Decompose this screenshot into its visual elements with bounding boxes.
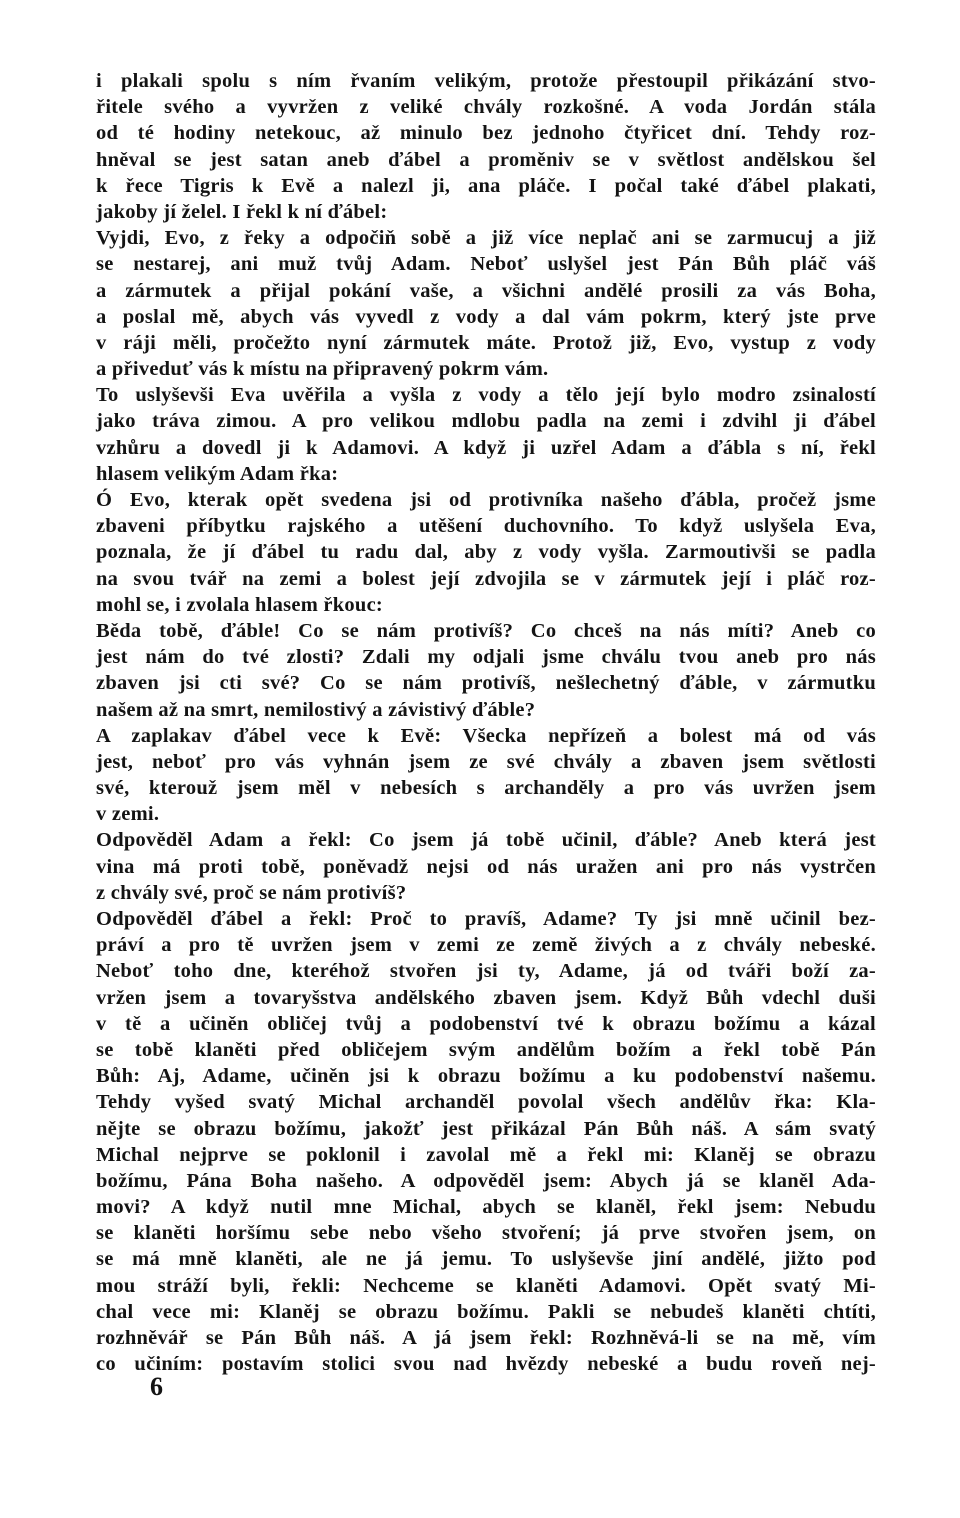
- text-line: v ráji měli, pročežto nyní zármutek máte. Protož již, Evo, vystup z vody: [96, 331, 876, 354]
- text-line: se klaněti horšímu sebe nebo všeho stvoření; já prve stvořen jsem, on: [96, 1222, 876, 1245]
- text-line: A zaplakav ďábel vece k Evě: Všecka nepřízeň a bolest má od vás: [96, 724, 876, 747]
- text-line: k řece Tigris k Evě a nalezl ji, ana pláče. I počal také ďábel plakati,: [96, 174, 876, 197]
- text-line: Běda tobě, ďáble! Co se nám protivíš? Co chceš na nás míti? Aneb co: [96, 619, 876, 642]
- text-line: z chvály své, proč se nám protivíš?: [96, 881, 407, 904]
- text-line: našem až na smrt, nemilostivý a závistivý ďáble?: [96, 698, 536, 721]
- text-line: od té hodiny netekouc, až minulo bez jednoho čtyřicet dní. Tehdy roz-: [96, 122, 876, 145]
- text-line: co učiním: postavím stolici svou nad hvězdy nebeské a budu roveň nej-: [96, 1353, 876, 1376]
- text-line: To uslyševši Eva uvěřila a vyšla z vody a tělo její bylo modro zsinalostí: [96, 384, 876, 407]
- text-line: Ó Evo, kterak opět svedena jsi od protivníka našeho ďábla, pročež jsme: [96, 489, 876, 511]
- text-line: i plakali spolu s ním řvaním velikým, protože přestoupil přikázání stvo-: [96, 70, 876, 92]
- text-line: vržen jsem a tovaryšstva andělského zbaven jsem. Když Bůh vdechl duši: [96, 986, 876, 1009]
- text-line: řitele svého a vyvržen z veliké chvály rozkošné. A voda Jordán stála: [96, 96, 876, 119]
- page-number: 6: [150, 1372, 163, 1401]
- text-line: mohl se, i zvolala hlasem řkouc:: [96, 593, 384, 616]
- text-line: Tehdy vyšed svatý Michal archanděl povolal všech andělův řka: Kla-: [96, 1091, 876, 1114]
- text-line: hněval se jest satan aneb ďábel a proměniv se v světlost andělskou šel: [96, 148, 876, 171]
- text-line: své, kterouž jsem měl v nebesích s archanděly a pro vás uvržen jsem: [96, 777, 876, 800]
- page-body-text: [96, 68, 876, 1377]
- text-line: a zármutek a přijal pokání vaše, a všichni andělé prosili za vás Boha,: [96, 279, 876, 302]
- text-line: se má mně klaněti, ale ne já jemu. To uslyševše jiní andělé, jižto pod: [96, 1248, 876, 1271]
- text-line: Neboť toho dne, kteréhož stvořen jsi ty, Adame, já od tváři boží za-: [96, 960, 876, 983]
- text-line: v zemi.: [96, 803, 160, 826]
- text-line: poznala, že jí ďábel tu radu dal, aby z vody vyšla. Zarmoutivši se padla: [96, 541, 876, 564]
- text-line: zbaveni příbytku rajského a utěšení duchovního. To když uslyšela Eva,: [96, 515, 876, 538]
- text-line: Bůh: Aj, Adame, učiněn jsi k obrazu božímu a ku podobenství našemu.: [96, 1065, 876, 1088]
- text-line: jakoby jí želel. I řekl k ní ďábel:: [96, 200, 388, 223]
- text-line: vina má proti tobě, poněvadž nejsi od nás uražen ani pro nás vystrčen: [96, 855, 876, 878]
- text-line: práví a pro tě uvržen jsem v zemi ze země živých a z chvály nebeské.: [96, 934, 876, 957]
- text-line: hlasem velikým Adam řka:: [96, 462, 339, 485]
- text-line: mou stráží byli, řekli: Nechceme se klaněti Adamovi. Opět svatý Mi-: [96, 1274, 876, 1297]
- text-line: v tě a učiněn obličej tvůj a podobenství tvé k obrazu božímu a kázal: [96, 1012, 876, 1035]
- text-line: a poslal mě, abych vás vyvedl z vody a dal vám pokrm, který jste prve: [96, 305, 876, 328]
- text-line: božímu, Pána Boha našeho. A odpověděl jsem: Abych já se klaněl Ada-: [96, 1169, 876, 1192]
- text-line: na svou tvář na zemi a bolest její zdvojila se v zármutek její i pláč roz-: [96, 567, 876, 590]
- text-line: rozhněvář se Pán Bůh náš. A já jsem řekl: Rozhněvá-li se na mě, vím: [96, 1327, 876, 1349]
- text-line: a přiveduť vás k místu na připravený pokrm vám.: [96, 358, 549, 381]
- text-line: se tobě klaněti před obličejem svým andělům božím a řekl tobě Pán: [96, 1038, 876, 1061]
- text-line: zbaven jsi cti své? Co se nám protivíš, nešlechetný ďáble, v zármutku: [96, 672, 876, 695]
- text-line: Vyjdi, Evo, z řeky a odpočiň sobě a již více neplač ani se zarmucuj a již: [96, 227, 876, 250]
- text-line: movi? A když nutil mne Michal, abych se klaněl, řekl jsem: Nebudu: [96, 1196, 876, 1219]
- text-line: Odpověděl ďábel a řekl: Proč to pravíš, Adame? Ty jsi mně učinil bez-: [96, 908, 876, 930]
- text-line: nějte se obrazu božímu, jakožť jest přikázal Pán Bůh náš. A sám svatý: [96, 1117, 876, 1140]
- text-line: se nestarej, ani muž tvůj Adam. Neboť uslyšel jest Pán Bůh pláč váš: [96, 253, 876, 276]
- text-line: jest, neboť pro vás vyhnán jsem ze své chvály a zbaven jsem světlosti: [96, 750, 876, 773]
- text-line: Odpověděl Adam a řekl: Co jsem já tobě učinil, ďáble? Aneb která jest: [96, 829, 876, 852]
- text-line: vzhůru a dovedl ji k Adamovi. A když ji uzřel Adam a ďábla s ní, řekl: [96, 436, 876, 459]
- text-line: chal vece mi: Klaněj se obrazu božímu. Pakli se nebudeš klaněti chtíti,: [96, 1300, 876, 1323]
- text-line: jako tráva zimou. A pro velikou mdlobu padla na zemi i zdvihl ji ďábel: [96, 410, 876, 433]
- text-line: jest nám do tvé zlosti? Zdali my odjali jsme chválu tvou aneb pro nás: [96, 646, 876, 669]
- text-line: Michal nejprve se poklonil i zavolal mě a řekl mi: Klaněj se obrazu: [96, 1143, 876, 1166]
